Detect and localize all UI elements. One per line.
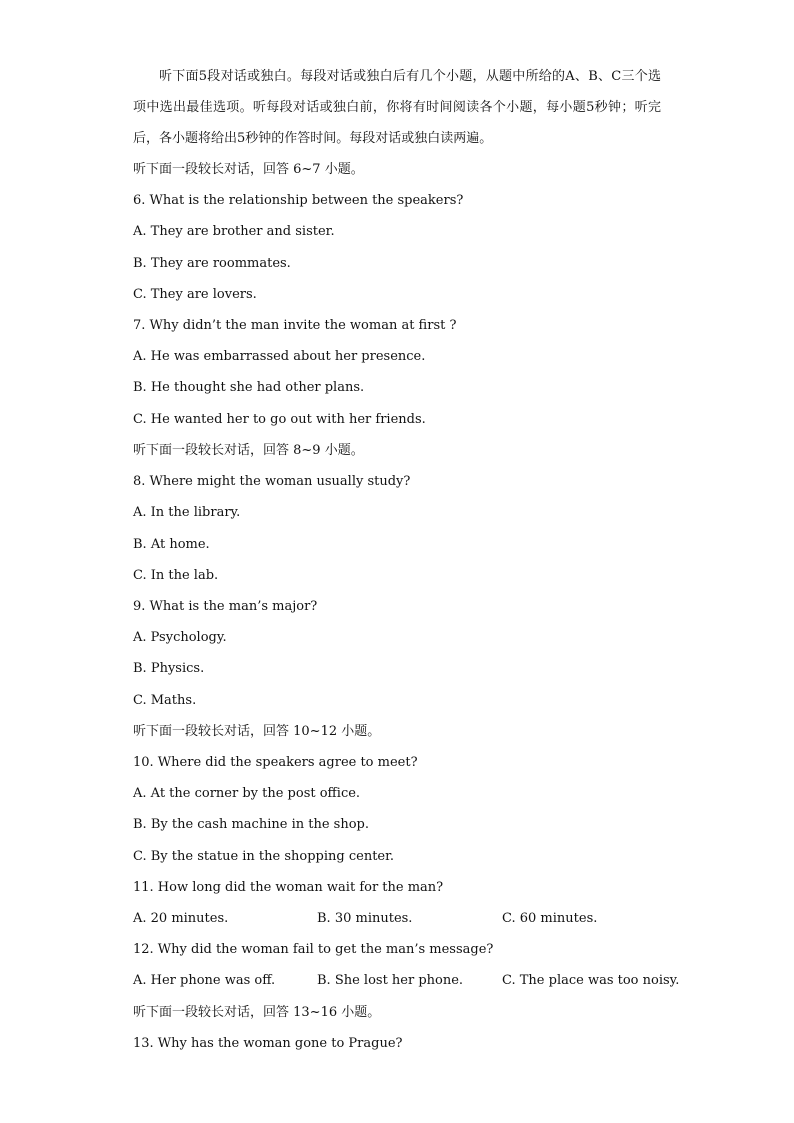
listening-instructions: 听下面5段对话或独白。每段对话或独白后有几个小题，从题中所给的A、B、C三个选项中选出最佳选项。听每段对话或独白前，你将有时间阅读各个小题，每小题5秒钟；听完后，各小题将给出5秒钟的作答时间。每段对话或独白读两遍。 — [133, 69, 661, 146]
question-12-option-a: A. Her phone was off. — [133, 973, 276, 988]
question-8-stem: 8. Where might the woman usually study? — [133, 474, 411, 489]
question-9-stem: 9. What is the man’s major? — [133, 599, 318, 614]
question-9-option-c: C. Maths. — [133, 693, 197, 708]
question-10-option-c: C. By the statue in the shopping center. — [133, 849, 395, 864]
question-13-stem: 13. Why has the woman gone to Prague? — [133, 1036, 403, 1051]
section-heading-8-9: 听下面一段较长对话，回答 8~9 小题。 — [133, 443, 364, 458]
question-6-option-c: C. They are lovers. — [133, 287, 257, 302]
section-heading-6-7: 听下面一段较长对话，回答 6~7 小题。 — [133, 162, 364, 177]
question-11-stem: 11. How long did the woman wait for the man? — [133, 880, 444, 895]
question-11-option-a: A. 20 minutes. — [133, 911, 229, 926]
question-10-stem: 10. Where did the speakers agree to meet? — [133, 755, 418, 770]
question-12-stem: 12. Why did the woman fail to get the man’s message? — [133, 942, 494, 957]
question-6-option-b: B. They are roommates. — [133, 256, 291, 271]
question-6-option-a: A. They are brother and sister. — [133, 224, 335, 239]
question-12-option-c: C. The place was too noisy. — [502, 973, 680, 988]
question-7-option-b: B. He thought she had other plans. — [133, 380, 365, 395]
question-12-option-b: B. She lost her phone. — [317, 973, 464, 988]
question-7-option-a: A. He was embarrassed about her presence. — [133, 349, 426, 364]
question-8-option-b: B. At home. — [133, 537, 210, 552]
question-8-option-a: A. In the library. — [133, 505, 241, 520]
question-9-option-a: A. Psychology. — [133, 630, 227, 645]
question-11-option-b: B. 30 minutes. — [317, 911, 413, 926]
question-6-stem: 6. What is the relationship between the speakers? — [133, 193, 464, 208]
question-10-option-a: A. At the corner by the post office. — [133, 786, 361, 801]
question-7-stem: 7. Why didn’t the man invite the woman at first ? — [133, 318, 457, 333]
section-heading-13-16: 听下面一段较长对话，回答 13~16 小题。 — [133, 1005, 381, 1020]
question-9-option-b: B. Physics. — [133, 661, 205, 676]
question-7-option-c: C. He wanted her to go out with her friends. — [133, 412, 426, 427]
question-8-option-c: C. In the lab. — [133, 568, 219, 583]
section-heading-10-12: 听下面一段较长对话，回答 10~12 小题。 — [133, 724, 381, 739]
question-11-option-c: C. 60 minutes. — [502, 911, 598, 926]
question-10-option-b: B. By the cash machine in the shop. — [133, 817, 369, 832]
